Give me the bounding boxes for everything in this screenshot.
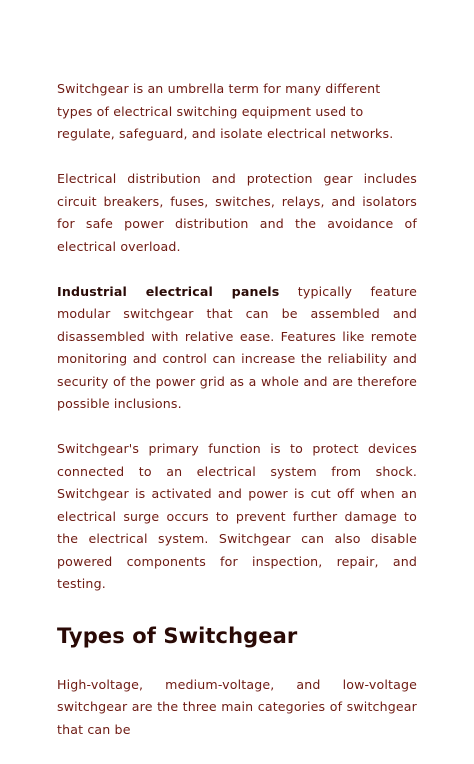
paragraph-primary-function: Switchgear's primary function is to protect devices connected to an electrical system from shock. Switchgear is activated and power is cut off when an electrical surge occurs to prevent further damage to the electrical system. Switchgear can also disable powered components for inspection, repair, and testing. [57,441,417,591]
industrial-panels-text: typically feature modular switchgear that can be assembled and disassembled with relative ease. Features like remote monitoring and control can increase the reliability and security of the power grid as a whole and are therefore possible inclusions. [57,283,417,411]
paragraph-distribution-gear: Electrical distribution and protection gear includes circuit breakers, fuses, switches, relays, and isolators for safe power distribution and the avoidance of electrical overload. [57,171,417,254]
paragraph-intro: Switchgear is an umbrella term for many different types of electrical switching equipment used to regulate, safeguard, and isolate electrical networks. [57,81,394,141]
document-body [57,78,417,764]
section-heading-types: Types of Switchgear [57,623,298,648]
paragraph-industrial-panels [57,281,417,416]
paragraph-categories: High-voltage, medium-voltage, and low-voltage switchgear are the three main categories of switchgear that can be [57,676,417,737]
industrial-panels-bold-text: Industrial electrical panels [57,283,280,299]
